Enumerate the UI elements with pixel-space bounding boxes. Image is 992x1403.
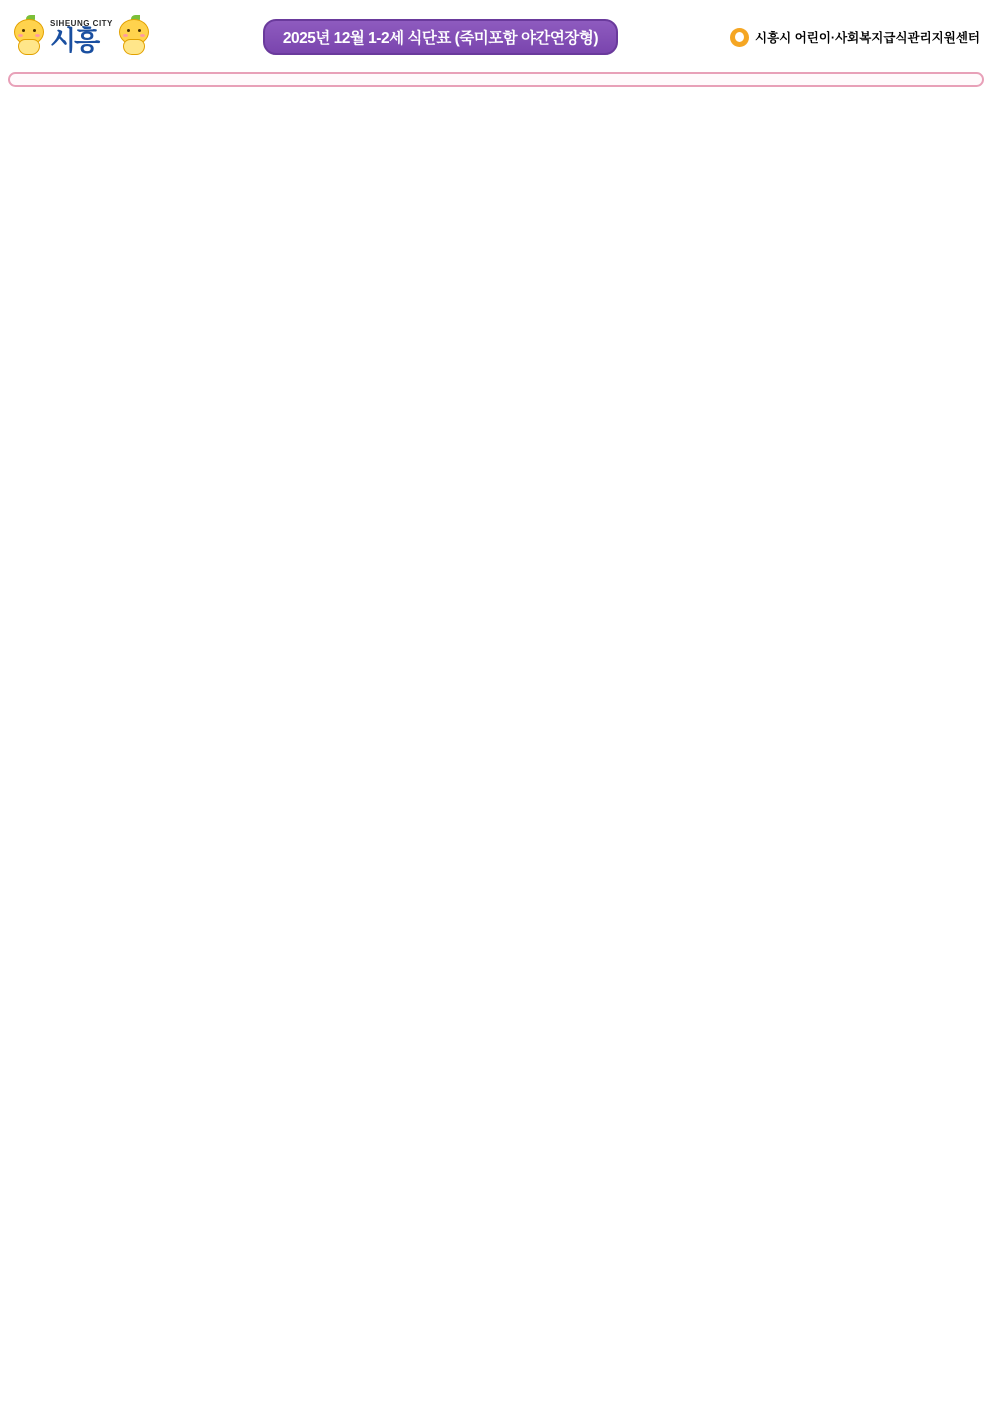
page-title: 2025년 12월 1-2세 식단표 (죽미포함 야간연장형) — [263, 19, 618, 55]
page-header — [8, 6, 984, 68]
org-logo-icon — [730, 28, 749, 47]
org-name: 시흥시 어린이·사회복지급식관리지원센터 — [755, 31, 980, 45]
city-name-en: SIHEUNG CITY — [50, 18, 113, 28]
mascot-right-icon — [117, 17, 151, 57]
origin-panel — [8, 72, 984, 87]
title-area — [151, 19, 730, 55]
city-logo — [50, 20, 113, 55]
allergy-note — [13, 77, 979, 82]
city-name-kr: 시흥 — [50, 25, 99, 56]
mascot-left-icon — [12, 17, 46, 57]
city-logo-group — [12, 17, 151, 57]
organization — [730, 28, 980, 47]
